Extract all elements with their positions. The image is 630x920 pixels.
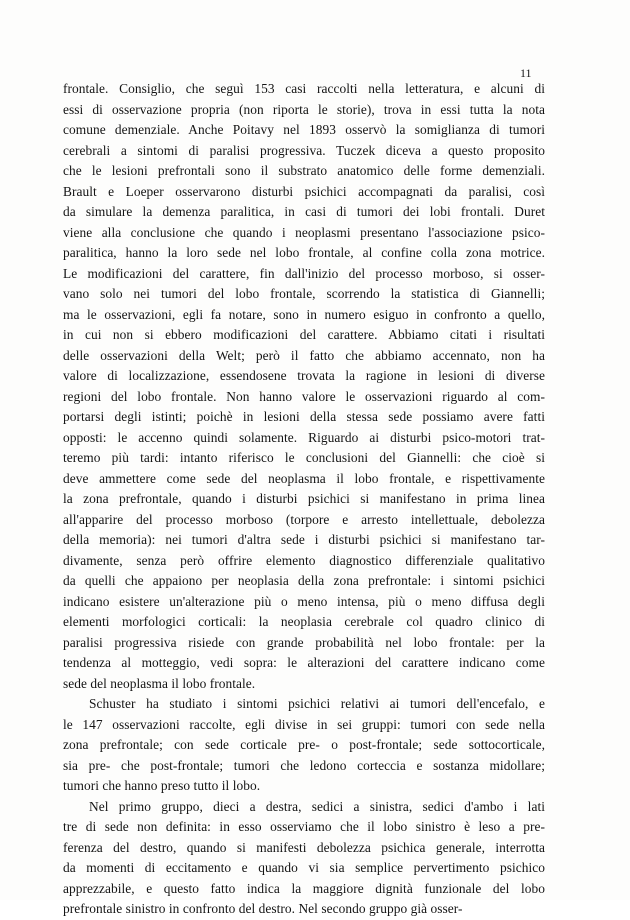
text-line: paralisi progressiva risiede con grande probabilità nel lobo frontale: per la bbox=[63, 634, 545, 650]
text-line: divamente, senza però offrire elemento diagnostico differenziale qualitativo bbox=[63, 552, 545, 568]
text-line: viene alla conclusione che quando i neoplasmi presentano l'associazione psico- bbox=[63, 224, 545, 240]
text-line: tumori che hanno preso tutto il lobo. bbox=[63, 778, 261, 793]
text-line: teremo più tardi: intanto riferisco le conclusioni del Giannelli: che cioè si bbox=[63, 450, 545, 465]
text-line: zona prefrontale; con sede corticale pre- o post-frontale; sede sottocorticale, bbox=[63, 737, 545, 752]
text-line: elementi morfologici corticali: la neoplasia cerebrale col quadro clinico di bbox=[63, 614, 545, 629]
text-line: le 147 osservazioni raccolte, egli divise in sei gruppi: tumori con sede nella bbox=[63, 716, 545, 732]
text-line: sede del neoplasma il lobo frontale. bbox=[63, 675, 256, 691]
text-line: che le lesioni prefrontali sono il substrato anatomico delle forme demenziali. bbox=[63, 163, 545, 178]
text-line: valore di localizzazione, essendosene trovata la ragione in lesioni di diverse bbox=[63, 368, 545, 383]
text-line: la zona prefrontale, quando i disturbi psichici si manifestano in prima linea bbox=[63, 491, 545, 506]
text-line: tre di sede non definita: in esso osserviamo che il lobo sinistro è leso a pre- bbox=[63, 819, 545, 834]
text-line: paralitica, hanno la loro sede nel lobo frontale, al confine colla zona motrice. bbox=[63, 245, 545, 260]
text-line: ferenza del destro, quando si manifesti debolezza psichica generale, interrotta bbox=[63, 839, 545, 855]
text-line: Le modificazioni del carattere, fin dall'inizio del processo morboso, si osser- bbox=[63, 265, 545, 281]
text-line: delle osservazioni della Welt; però il fatto che abbiamo accennato, non ha bbox=[63, 347, 545, 363]
page-number: 11 bbox=[520, 66, 532, 80]
text-line: ma le osservazioni, egli fa notare, sono in numero esiguo in confronto a quello, bbox=[63, 306, 545, 322]
text-line: vano solo nei tumori del lobo frontale, scorrendo la statistica di Giannelli; bbox=[63, 286, 545, 301]
text-line: Brault e Loeper osservarono disturbi psichici accompagnati da paralisi, così bbox=[63, 183, 545, 199]
text-line: tendenza al motteggio, vedi sopra: le alterazioni del carattere indicano come bbox=[63, 655, 545, 670]
text-line: all'apparire del processo morboso (torpore e arresto intellettuale, debolezza bbox=[63, 511, 545, 527]
text-line: Schuster ha studiato i sintomi psichici relativi ai tumori dell'encefalo, e bbox=[89, 696, 545, 711]
text-line: prefrontale sinistro in confronto del destro. Nel secondo gruppo già osser- bbox=[63, 901, 463, 916]
text-line: cerebrali a sintomi di paralisi progressiva. Tuczek diceva a questo proposito bbox=[63, 142, 545, 158]
text-line: indicano esistere un'alterazione più o meno intensa, più o meno diffusa degli bbox=[63, 593, 545, 609]
paragraph bbox=[63, 797, 545, 920]
text-line: comune demenziale. Anche Poitavy nel 1893 osservò la somiglianza di tumori bbox=[63, 122, 545, 137]
text-line: sia pre- che post-frontale; tumori che ledono corteccia e sostanza midollare; bbox=[63, 757, 545, 773]
text-line: portarsi degli istinti; poichè in lesioni della stessa sede possiamo avere fatti bbox=[63, 409, 545, 424]
text-line: Nel primo gruppo, dieci a destra, sedici a sinistra, sedici d'ambo i lati bbox=[89, 798, 545, 814]
text-line: della memoria): nei tumori d'altra sede i disturbi psichici si manifestano tar- bbox=[63, 532, 545, 547]
paragraph bbox=[63, 694, 545, 797]
text-line: da simulare la demenza paralitica, in casi di tumori dei lobi frontali. Duret bbox=[63, 204, 545, 219]
text-line: in cui non si ebbero modificazioni del carattere. Abbiamo citati i risultati bbox=[63, 327, 545, 342]
text-line: apprezzabile, e questo fatto indica la maggiore dignità funzionale del lobo bbox=[63, 880, 545, 896]
body-text bbox=[63, 79, 545, 920]
text-line: opposti: le accenno quindi solamente. Riguardo ai disturbi psico-motori trat- bbox=[63, 429, 545, 445]
text-line: regioni del lobo frontale. Non hanno valore le osservazioni riguardo al com- bbox=[63, 388, 545, 404]
text-line: da quelli che appaiono per neoplasia della zona prefrontale: i sintomi psichici bbox=[63, 573, 545, 588]
text-line: deve ammettere come sede del neoplasma il lobo frontale, e rispettivamente bbox=[63, 470, 545, 486]
text-line: essi di osservazione propria (non riporta le storie), trova in essi tutta la nota bbox=[63, 101, 545, 117]
text-line: frontale. Consiglio, che seguì 153 casi raccolti nella letteratura, e alcuni di bbox=[63, 81, 545, 96]
text-line: da momenti di eccitamento e quando vi sia semplice pervertimento psichico bbox=[63, 860, 545, 875]
paragraph bbox=[63, 79, 545, 694]
